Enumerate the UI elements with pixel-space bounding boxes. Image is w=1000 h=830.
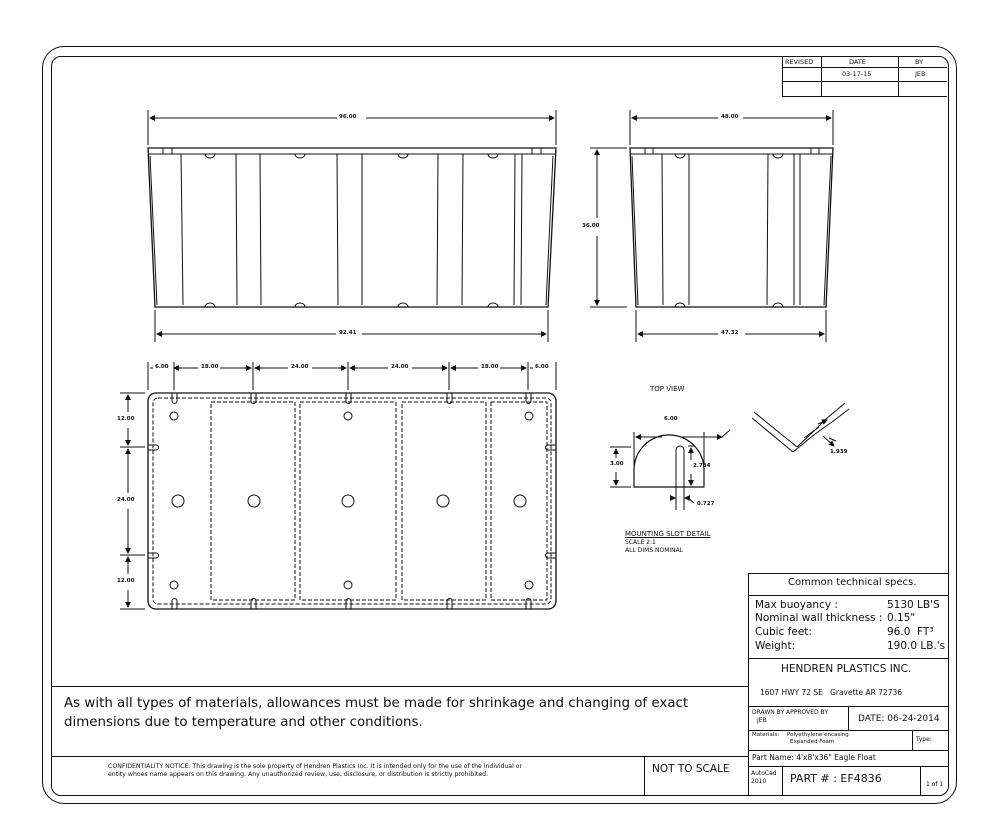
slot-detail-note: ALL DIMS NOMINAL — [625, 547, 684, 554]
company-name: HENDREN PLASTICS INC. — [781, 663, 912, 675]
dim-left-col-2: 24.00 — [117, 497, 135, 503]
spec-label-wall: Nominal wall thickness : — [755, 612, 883, 624]
rev-date-value: 03-17-15 — [842, 70, 872, 78]
page-indicator: 1 of 1 — [926, 781, 944, 788]
spec-value-weight: 190.0 LB.'s — [887, 640, 946, 652]
front-view — [148, 110, 556, 342]
slot-detail-drawing — [610, 430, 730, 510]
slot-detail-title: MOUNTING SLOT DETAIL — [625, 530, 711, 538]
spec-label-buoyancy: Max buoyancy : — [755, 599, 838, 611]
shrinkage-note-line2: dimensions due to temperature and other conditions. — [64, 715, 423, 730]
dim-top-row-5: 18.00 — [481, 364, 499, 370]
top-view-label: TOP VIEW — [650, 385, 685, 393]
type-label: Type: — [916, 736, 932, 743]
wall-section-drawing — [752, 403, 849, 452]
dim-top-row-1: 6.00 — [155, 364, 169, 370]
side-view — [590, 110, 833, 342]
materials-line1: Polyethylene encasing — [787, 732, 849, 738]
dim-height: 36.00 — [582, 223, 600, 229]
confidentiality-line2: entity whoes name appears on this drawing. Any unauthorized review, use, disclosure, or distribution is strictly prohibited. — [108, 771, 489, 778]
drawn-by-name: JEB — [757, 717, 767, 724]
not-to-scale: NOT TO SCALE — [652, 763, 730, 775]
top-view — [120, 362, 556, 609]
dim-top-row-6: 6.00 — [535, 364, 549, 370]
slot-dim-height: 3.00 — [610, 461, 624, 467]
spec-value-wall: 0.15" — [887, 612, 916, 624]
rev-header-by: BY — [915, 58, 924, 66]
spec-value-cubic: 96.0 FT³ — [887, 626, 934, 638]
slot-dim-wall: 1.939 — [830, 449, 848, 455]
slot-dim-width: 6.00 — [664, 416, 678, 422]
notice-divider — [644, 756, 645, 796]
dim-side-top: 48.00 — [721, 114, 739, 120]
dim-top-row-3: 24.00 — [291, 364, 309, 370]
rev-header-date: DATE — [849, 58, 866, 66]
confidentiality-line1: CONFIDENTIALITY NOTICE: This drawing is the sole property of Hendren Plastics Inc. It is intended only for the use of the individual or — [108, 763, 523, 770]
dim-top-row-4: 24.00 — [391, 364, 409, 370]
specs-title: Common technical specs. — [788, 577, 917, 588]
autocad-label: AutoCad — [751, 770, 777, 777]
spec-value-buoyancy: 5130 LB'S — [887, 599, 940, 611]
note-top-rule — [52, 686, 748, 687]
drawn-by-label: DRAWN BY APPROVED BY — [752, 709, 829, 716]
dim-front-top: 96.00 — [339, 114, 357, 120]
part-number: PART # : EF4836 — [790, 772, 882, 785]
spec-label-weight: Weight: — [755, 640, 796, 652]
shrinkage-note-line1: As with all types of materials, allowances must be made for shrinkage and changing of exact — [64, 696, 689, 711]
spec-label-cubic: Cubic feet: — [755, 626, 812, 638]
rev-header-revised: REVISED — [785, 58, 814, 66]
dim-side-bottom: 47.32 — [721, 330, 739, 336]
slot-dim-slot: 0.727 — [697, 501, 715, 507]
autocad-version: 2010 — [751, 778, 767, 785]
dim-left-col-1: 12.00 — [117, 416, 135, 422]
dim-front-bottom: 92.41 — [339, 330, 357, 336]
slot-dim-depth: 2.784 — [693, 463, 711, 469]
slot-detail-scale: SCALE 2:1 — [625, 539, 656, 546]
company-address: 1607 HWY 72 SE Gravette AR 72736 — [760, 688, 903, 697]
materials-line2: Expanded Foam — [790, 739, 835, 745]
rev-by-value: JEB — [915, 70, 926, 78]
dim-top-row-2: 18.00 — [201, 364, 219, 370]
materials-label: Materials: — [752, 732, 780, 738]
part-name: Part Name: 4'x8'x36" Eagle Float — [752, 753, 876, 762]
dim-left-col-3: 12.00 — [117, 578, 135, 584]
drawing-date: DATE: 06-24-2014 — [858, 714, 940, 724]
